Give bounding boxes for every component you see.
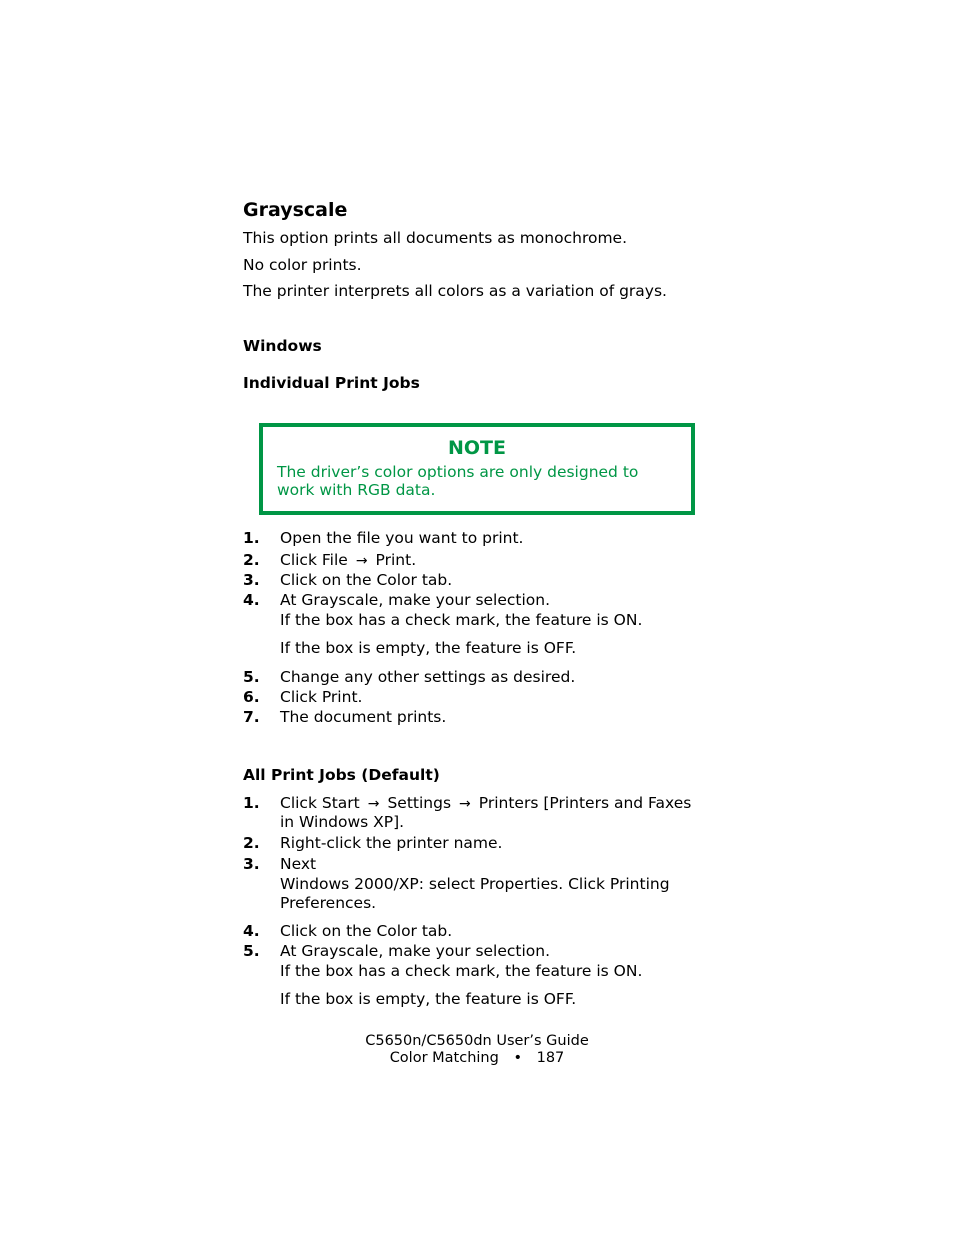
- section-title: Grayscale: [243, 199, 348, 221]
- step-number: 2.: [243, 834, 260, 852]
- step-detail: in Windows XP].: [280, 813, 405, 831]
- step-text: [280, 551, 416, 569]
- step-detail: If the box is empty, the feature is OFF.: [280, 639, 577, 657]
- step-number: 4.: [243, 922, 260, 940]
- step-number: 6.: [243, 688, 260, 706]
- footer-page-number: 187: [536, 1050, 565, 1066]
- os-heading: Windows: [243, 337, 322, 355]
- step-number: 5.: [243, 942, 260, 960]
- step-text: Click on the Color tab.: [280, 922, 453, 940]
- step-detail: If the box has a check mark, the feature is ON.: [280, 611, 643, 629]
- step-detail: If the box is empty, the feature is OFF.: [280, 990, 577, 1008]
- intro-line-1: This option prints all documents as monochrome.: [243, 229, 628, 247]
- step-text: Open the file you want to print.: [280, 529, 524, 547]
- individual-heading: Individual Print Jobs: [243, 374, 420, 392]
- step-text: Next: [280, 855, 317, 873]
- step-number: 5.: [243, 668, 260, 686]
- step-number: 2.: [243, 551, 260, 569]
- intro-line-2: No color prints.: [243, 256, 362, 274]
- intro-line-3: The printer interprets all colors as a variation of grays.: [243, 282, 667, 300]
- step-text: Click Print.: [280, 688, 363, 706]
- step-number: 7.: [243, 708, 260, 726]
- step-number: 3.: [243, 855, 260, 873]
- bullet-icon: •: [513, 1050, 522, 1066]
- step-text-part: Click File: [280, 551, 348, 569]
- step-text: At Grayscale, make your selection.: [280, 942, 551, 960]
- step-text: Right-click the printer name.: [280, 834, 503, 852]
- arrow-right-icon: →: [459, 796, 471, 812]
- footer-page-info: [0, 1050, 954, 1066]
- step-number: 3.: [243, 571, 260, 589]
- step-number: 1.: [243, 529, 260, 547]
- step-text: At Grayscale, make your selection.: [280, 591, 551, 609]
- step-detail: If the box has a check mark, the feature is ON.: [280, 962, 643, 980]
- footer-chapter: Color Matching: [389, 1050, 499, 1066]
- note-text: The driver’s color options are only designed to work with RGB data.: [277, 463, 639, 499]
- step-text-part: Printers [Printers and Faxes: [478, 794, 692, 812]
- note-box: [259, 423, 695, 515]
- step-text: Click on the Color tab.: [280, 571, 453, 589]
- note-title: NOTE: [448, 437, 506, 459]
- step-text-part: Click Start: [280, 794, 360, 812]
- step-text: [280, 794, 691, 812]
- arrow-right-icon: →: [367, 796, 380, 812]
- step-text: Change any other settings as desired.: [280, 668, 576, 686]
- all-jobs-heading: All Print Jobs (Default): [243, 766, 440, 784]
- step-number: 4.: [243, 591, 260, 609]
- arrow-right-icon: →: [355, 553, 368, 569]
- step-text-part: Print.: [375, 551, 417, 569]
- step-text: The document prints.: [280, 708, 447, 726]
- step-detail: Windows 2000/XP: select Properties. Click Printing: [280, 875, 670, 893]
- step-number: 1.: [243, 794, 260, 812]
- step-text-part: Settings: [387, 794, 452, 812]
- footer-guide-title: C5650n/C5650dn User’s Guide: [365, 1033, 589, 1049]
- step-detail: Preferences.: [280, 894, 377, 912]
